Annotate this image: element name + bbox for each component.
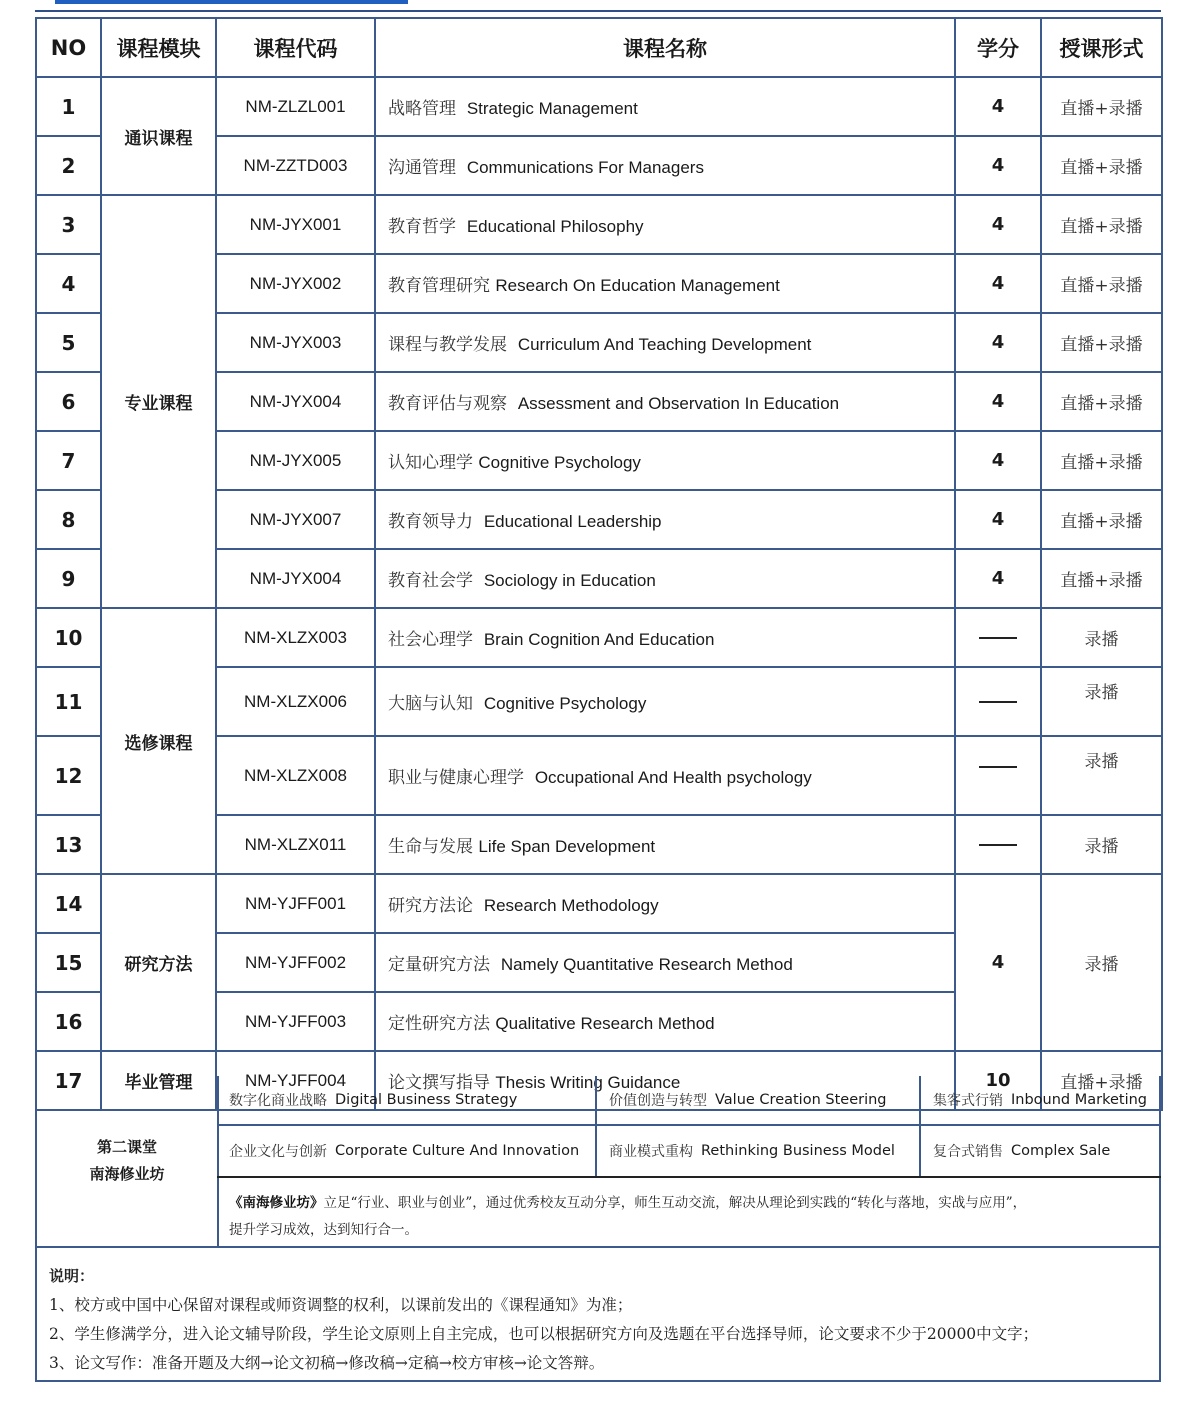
course-name-en: Research On Education Management: [495, 276, 780, 295]
course-format: 直播+录播: [1041, 372, 1162, 431]
notes-section: [35, 1246, 1161, 1382]
course-format: 直播+录播: [1041, 1051, 1162, 1110]
course-name-cn: 职业与健康心理学: [388, 768, 524, 788]
course-name-en: Research Methodology: [483, 896, 659, 915]
dash-mark: [979, 766, 1017, 768]
workshop-item: [921, 1126, 1161, 1176]
dash-mark: [979, 637, 1017, 639]
course-credits-none: [955, 736, 1041, 815]
course-format: 录播: [1041, 667, 1162, 736]
course-credits-none: [955, 667, 1041, 736]
dash-mark: [979, 701, 1017, 703]
second-class-section: [35, 1076, 1161, 1248]
course-name-en: Qualitative Research Method: [495, 1014, 715, 1033]
course-name-cn: 课程与教学发展: [388, 335, 507, 355]
course-format: 直播+录播: [1041, 313, 1162, 372]
course-name-en: Brain Cognition And Education: [483, 630, 715, 649]
row-no: 5: [36, 313, 101, 372]
course-name: [375, 254, 955, 313]
workshop-item-cn: 企业文化与创新: [229, 1144, 327, 1160]
course-name: [375, 431, 955, 490]
course-name-cn: 教育管理研究: [388, 276, 490, 296]
course-code: NM-JYX001: [216, 195, 375, 254]
row-no: 9: [36, 549, 101, 608]
workshop-item-en: Complex Sale: [1011, 1143, 1111, 1159]
workshop-item-cn: 集客式行销: [933, 1093, 1003, 1109]
course-format: 直播+录播: [1041, 195, 1162, 254]
notes-line: 3、论文写作：准备开题及大纲→论文初稿→修改稿→定稿→校方审核→论文答辩。: [49, 1354, 605, 1372]
course-credits-none: [955, 815, 1041, 874]
course-name-cn: 认知心理学: [388, 453, 473, 473]
course-name: [375, 736, 955, 815]
notes-line: 2、学生修满学分，进入论文辅导阶段，学生论文原则上自主完成，也可以根据研究方向及选题在平台选择导师，论文要求不少于20000中文字；: [49, 1325, 1039, 1343]
course-name: [375, 874, 955, 933]
course-name-en: Namely Quantitative Research Method: [500, 955, 793, 974]
course-credits: 10: [955, 1051, 1041, 1110]
course-name-cn: 社会心理学: [388, 630, 473, 650]
row-no: 1: [36, 77, 101, 136]
course-name: [375, 313, 955, 372]
course-name-en: Educational Philosophy: [466, 217, 644, 236]
module-elective: 选修课程: [101, 608, 216, 874]
row-no: 11: [36, 667, 101, 736]
course-credits: 4: [955, 431, 1041, 490]
module-graduation: 毕业管理: [101, 1051, 216, 1110]
course-format: 直播+录播: [1041, 254, 1162, 313]
course-name: [375, 372, 955, 431]
course-table: [35, 17, 1163, 1111]
row-no: 6: [36, 372, 101, 431]
course-name: [375, 667, 955, 736]
course-name-cn: 教育哲学: [388, 217, 456, 237]
workshop-item: [597, 1126, 921, 1176]
row-no: 7: [36, 431, 101, 490]
course-name-en: Assessment and Observation In Education: [517, 394, 840, 413]
course-code: NM-XLZX008: [216, 736, 375, 815]
course-name-en: Educational Leadership: [483, 512, 662, 531]
course-format: 直播+录播: [1041, 549, 1162, 608]
course-format: 直播+录播: [1041, 77, 1162, 136]
workshop-item: [597, 1076, 921, 1126]
workshop-item-cn: 复合式销售: [933, 1144, 1003, 1160]
module-research: 研究方法: [101, 874, 216, 1051]
course-code: NM-ZZTD003: [216, 136, 375, 195]
workshop-description: [217, 1176, 1161, 1246]
course-name: [375, 549, 955, 608]
table-row: [36, 77, 1162, 136]
header-code: 课程代码: [216, 18, 375, 77]
course-code: NM-JYX004: [216, 372, 375, 431]
workshop-item-en: Value Creation Steering: [715, 1092, 887, 1108]
top-accent-bar: [55, 0, 408, 4]
workshop-item: [217, 1076, 597, 1126]
course-code: NM-YJFF004: [216, 1051, 375, 1110]
course-code: NM-JYX005: [216, 431, 375, 490]
workshop-item-en: Inbound Marketing: [1011, 1092, 1148, 1108]
course-code: NM-YJFF002: [216, 933, 375, 992]
row-no: 2: [36, 136, 101, 195]
course-name-cn: 沟通管理: [388, 158, 456, 178]
header-format: 授课形式: [1041, 18, 1162, 77]
course-credits: 4: [955, 549, 1041, 608]
table-row: [36, 608, 1162, 667]
course-code: NM-YJFF003: [216, 992, 375, 1051]
second-class-label: [37, 1076, 219, 1246]
top-rule: [35, 10, 1161, 12]
workshop-item-cn: 价值创造与转型: [609, 1093, 707, 1109]
course-name-cn: 研究方法论: [388, 896, 473, 916]
course-name-cn: 定量研究方法: [388, 955, 490, 975]
course-code: NM-YJFF001: [216, 874, 375, 933]
course-credits: 4: [955, 195, 1041, 254]
table-header-row: [36, 18, 1162, 77]
course-credits: 4: [955, 372, 1041, 431]
course-name: [375, 992, 955, 1051]
course-code: NM-JYX004: [216, 549, 375, 608]
course-code: NM-XLZX011: [216, 815, 375, 874]
workshop-item-en: Digital Business Strategy: [335, 1092, 518, 1108]
course-format: 录播: [1041, 874, 1162, 1051]
workshop-item: [217, 1126, 597, 1176]
course-name-en: Sociology in Education: [483, 571, 656, 590]
header-name: 课程名称: [375, 18, 955, 77]
course-code: NM-XLZX003: [216, 608, 375, 667]
row-no: 16: [36, 992, 101, 1051]
course-code: NM-JYX007: [216, 490, 375, 549]
second-class-label-line2: 南海修业坊: [89, 1165, 165, 1183]
course-name-cn: 大脑与认知: [388, 694, 473, 714]
row-no: 12: [36, 736, 101, 815]
course-code: NM-JYX003: [216, 313, 375, 372]
course-name-en: Communications For Managers: [466, 158, 704, 177]
notes-title: 说明：: [49, 1267, 95, 1285]
course-name: [375, 195, 955, 254]
header-no: NO: [36, 18, 101, 77]
course-name: [375, 815, 955, 874]
course-name-en: Cognitive Psychology: [478, 453, 641, 472]
course-name-cn: 定性研究方法: [388, 1014, 490, 1034]
notes-line: 1、校方或中国中心保留对课程或师资调整的权利，以课前发出的《课程通知》为准；: [49, 1296, 633, 1314]
workshop-item: [921, 1076, 1161, 1126]
course-name-en: Cognitive Psychology: [483, 694, 647, 713]
course-name-cn: 生命与发展: [388, 837, 473, 857]
module-general: 通识课程: [101, 77, 216, 195]
course-name-cn: 教育评估与观察: [388, 394, 507, 414]
course-format: 录播: [1041, 608, 1162, 667]
course-credits: 4: [955, 490, 1041, 549]
course-name-en: Thesis Writing Guidance: [495, 1073, 681, 1092]
course-credits: 4: [955, 254, 1041, 313]
row-no: 13: [36, 815, 101, 874]
dash-mark: [979, 844, 1017, 846]
course-name-cn: 战略管理: [388, 99, 456, 119]
table-row: [36, 874, 1162, 933]
workshop-desc-title: 《南海修业坊》: [229, 1195, 324, 1211]
module-major: 专业课程: [101, 195, 216, 608]
workshop-desc-line2: 提升学习成效，达到知行合一。: [229, 1222, 418, 1238]
course-name-cn: 教育领导力: [388, 512, 473, 532]
course-name: [375, 933, 955, 992]
course-name-cn: 论文撰写指导: [388, 1073, 490, 1093]
course-format: 录播: [1041, 815, 1162, 874]
course-code: NM-ZLZL001: [216, 77, 375, 136]
workshop-desc-line1: 立足“行业、职业与创业”，通过优秀校友互动分享，师生互动交流，解决从理论到实践的“转化与落地，实战与应用”，: [323, 1195, 1027, 1211]
course-format: 直播+录播: [1041, 431, 1162, 490]
course-name: [375, 608, 955, 667]
course-name-en: Occupational And Health psychology: [534, 768, 812, 787]
course-name: [375, 77, 955, 136]
course-credits: 4: [955, 136, 1041, 195]
row-no: 14: [36, 874, 101, 933]
workshop-item-en: Corporate Culture And Innovation: [335, 1143, 580, 1159]
course-credits: 4: [955, 313, 1041, 372]
course-name-cn: 教育社会学: [388, 571, 473, 591]
header-credits: 学分: [955, 18, 1041, 77]
course-name: [375, 490, 955, 549]
course-name-en: Strategic Management: [466, 99, 638, 118]
course-format: 录播: [1041, 736, 1162, 815]
course-credits-none: [955, 608, 1041, 667]
row-no: 17: [36, 1051, 101, 1110]
course-code: NM-JYX002: [216, 254, 375, 313]
row-no: 8: [36, 490, 101, 549]
course-code: NM-XLZX006: [216, 667, 375, 736]
row-no: 15: [36, 933, 101, 992]
course-name-en: Curriculum And Teaching Development: [517, 335, 812, 354]
table-row: [36, 195, 1162, 254]
course-credits: 4: [955, 874, 1041, 1051]
course-name: [375, 136, 955, 195]
header-module: 课程模块: [101, 18, 216, 77]
row-no: 10: [36, 608, 101, 667]
row-no: 3: [36, 195, 101, 254]
workshop-item-en: Rethinking Business Model: [701, 1143, 895, 1159]
course-credits: 4: [955, 77, 1041, 136]
course-format: 直播+录播: [1041, 490, 1162, 549]
workshop-item-cn: 商业模式重构: [609, 1144, 693, 1160]
course-format: 直播+录播: [1041, 136, 1162, 195]
course-name-en: Life Span Development: [478, 837, 656, 856]
row-no: 4: [36, 254, 101, 313]
workshop-item-cn: 数字化商业战略: [229, 1093, 327, 1109]
second-class-label-line1: 第二课堂: [96, 1138, 157, 1156]
